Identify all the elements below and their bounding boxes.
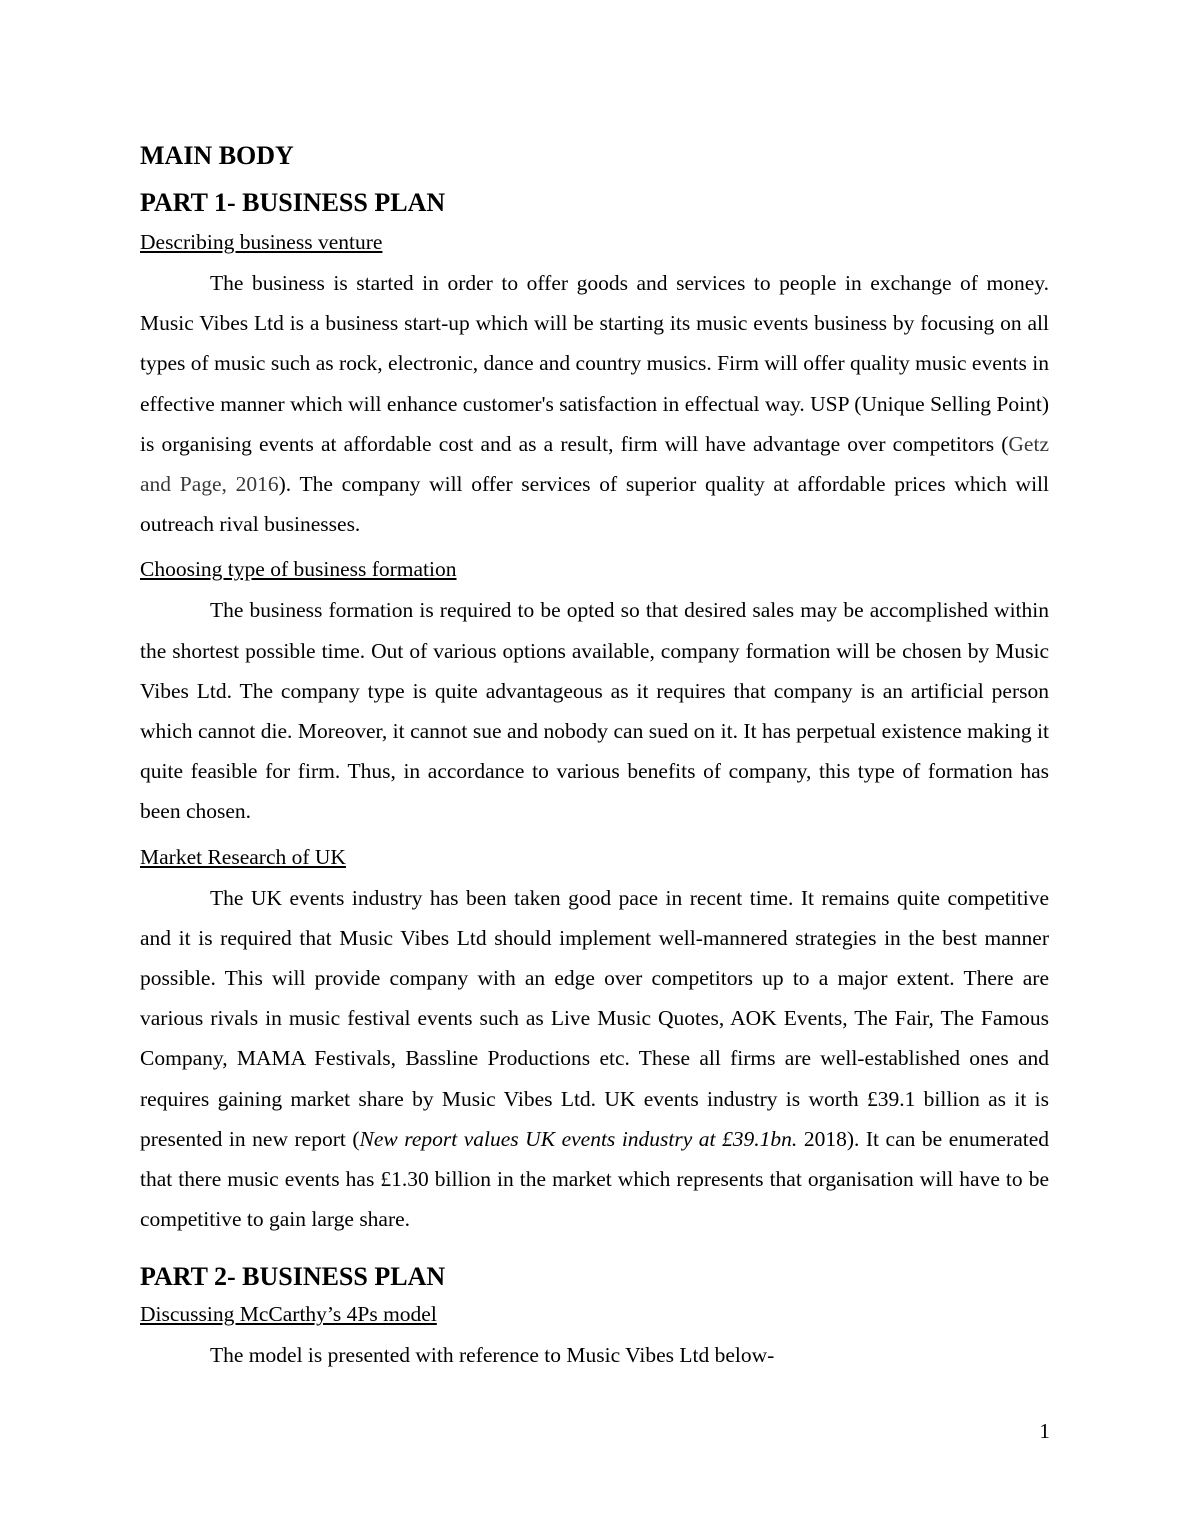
section-market-research-heading: Market Research of UK — [140, 844, 346, 869]
citation: Getz and Page, 2016 — [140, 431, 1049, 497]
paragraph-text: The business is started in order to offer goods and services to people in exchange of money. Music Vibes Ltd is a business start-up which will be starting its music events business by focusing on all types of music such as rock, electronic, dance and country musics. Firm will offer quality music events in effective manner which will enhance customer's satisfaction in effectual way. USP (Unique Selling Point) is organising events at affordable cost and as a result, firm will have advantage over competitors ( — [140, 271, 1049, 456]
paragraph-text: ). It can be enumerated that there music events has £1.30 billion in the market which represents that organisation will have to be competitive to gain large share. — [140, 1126, 1050, 1232]
part1-heading: PART 1- BUSINESS PLAN — [140, 188, 446, 217]
section-business-formation-heading: Choosing type of business formation — [140, 557, 457, 582]
section-describing-business-venture-heading: Describing business venture — [140, 230, 383, 254]
citation-title: New report values UK events industry at £39.1bn. — [359, 1126, 798, 1151]
section-4ps-model-heading: Discussing McCarthy’s 4Ps model — [140, 1302, 437, 1327]
page-number: 1 — [1039, 1419, 1050, 1443]
section-describing-business-venture-paragraph — [140, 263, 1049, 544]
paragraph-text: The UK events industry has been taken good pace in recent time. It remains quite competitive and it is required that Music Vibes Ltd should implement well-mannered strategies in the best manner possible. This will provide company with an edge over competitors up to a major extent. There are various rivals in music festival events such as Live Music Quotes, AOK Events, The Fair, The Famous Company, MAMA Festivals, Bassline Productions etc. These all firms are well-established ones and requires gaining market share by Music Vibes Ltd. UK events industry is worth £39.1 billion as it is presented in new report ( — [140, 885, 1049, 1151]
section-4ps-model-paragraph: The model is presented with reference to Music Vibes Ltd below- — [210, 1343, 775, 1368]
main-heading: MAIN BODY — [140, 141, 294, 170]
part2-heading: PART 2- BUSINESS PLAN — [140, 1262, 446, 1292]
document-page — [140, 138, 1049, 1386]
section-business-formation-paragraph: The business formation is required to be opted so that desired sales may be accomplished within the shortest possible time. Out of various options available, company formation will be chosen by Music Vibes Ltd. The company type is quite advantageous as it requires that company is an artificial person which cannot die. Moreover, it cannot sue and nobody can sued on it. It has perpetual existence making it quite feasible for firm. Thus, in accordance to various benefits of company, this type of formation has been chosen. — [140, 598, 1049, 824]
citation-year: 2018 — [797, 1126, 847, 1151]
paragraph-text: ). The company will offer services of superior quality at affordable prices which will outreach rival businesses. — [140, 472, 1049, 537]
section-market-research-paragraph — [140, 878, 1049, 1240]
